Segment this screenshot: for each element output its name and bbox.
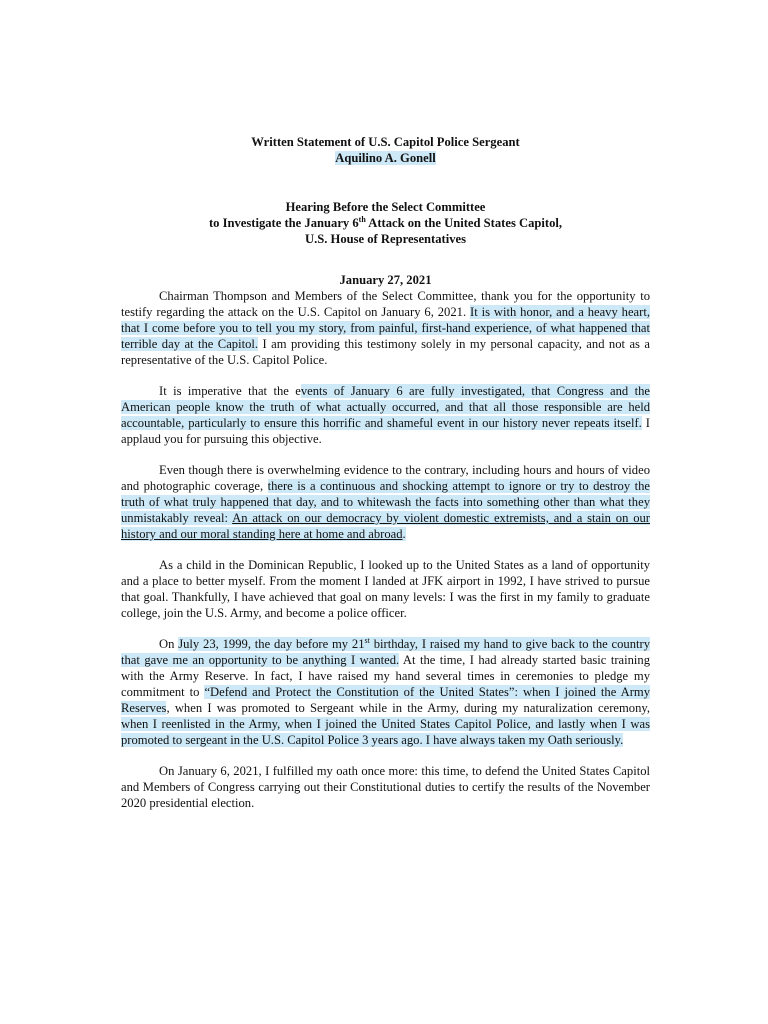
hearing-heading	[121, 199, 650, 247]
paragraph-3	[121, 462, 650, 542]
p1-text-a: Chairman Thompson and Members of the Select Committee, thank you for the opportunity to testify regarding the attack on the U.S. Capitol on January 6, 2021.	[121, 289, 650, 319]
hearing-line-3: U.S. House of Representatives	[304, 232, 467, 246]
p1-text-c: I am providing this testimony solely in my personal capacity, and not as a representative of the U.S. Capitol Police.	[121, 337, 650, 367]
statement-date: January 27, 2021	[339, 273, 432, 287]
p2-highlight-2: , and that all those responsible are held accountable, particularly to ensure this horrific and shameful event in our history never repeats itself.	[121, 400, 650, 430]
p5-hl1-pre: July 23, 1999, the day before my 21	[178, 637, 365, 651]
p2-highlight-1: vents of January 6 are fully investigated, that Congress and the American people know the truth of what actually occurred	[121, 384, 650, 414]
hearing-line-2-pre: to Investigate the January 6	[208, 216, 359, 230]
title-line-1: Written Statement of U.S. Capitol Police Sergeant	[251, 135, 520, 149]
paragraph-2	[121, 383, 650, 447]
p5-hl1-post: birthday, I raised my hand to give back to the country that gave me an opportunity to be anything I wanted.	[121, 637, 651, 667]
p5-text-a: On	[159, 637, 179, 651]
p3-underlined-highlight: An attack on our democracy by violent domestic extremists, and a stain on our history and our moral standing here at home and abroad	[121, 511, 650, 541]
p5-highlight-3: when I reenlisted in the Army, when I joined the United States Capitol Police, and lastly when I was promoted to sergeant in the U.S. Capitol Police 3 years ago. I have always taken my Oath seriously.	[121, 717, 650, 747]
p2-text-a: It is imperative that the e	[159, 384, 301, 398]
p5-highlight-2: “Defend and Protect the Constitution of the United States”: when I joined the Army Reserves	[121, 685, 650, 715]
hearing-line-2	[121, 215, 650, 231]
p2-text-d: I applaud you for pursuing this objective.	[121, 416, 651, 446]
p3-text-a: Even though there is overwhelming evidence to the contrary, including hours and hours of video and photographic coverage,	[121, 463, 650, 493]
hearing-line-2-post: Attack on the United States Capitol,	[365, 216, 563, 230]
p1-highlight: It is with honor, and a heavy heart, that I come before you to tell you my story, from painful, first-hand experience, of what happened that terrible day at the Capitol.	[121, 305, 650, 351]
paragraph-4	[121, 557, 650, 621]
paragraph-5	[121, 636, 650, 748]
p5-text-c: At the time, I had already started basic training with the Army Reserve. In fact, I have raised my hand several times in ceremonies to pledge my commitment to	[121, 653, 651, 699]
p5-text-e: , when I was promoted to Sergeant while in the Army, during my naturalization ceremony,	[166, 701, 650, 715]
hearing-line-2-sup: th	[358, 214, 366, 224]
paragraph-1	[121, 288, 650, 368]
p3-text-d: .	[402, 527, 406, 541]
p3-highlight: there is a continuous and shocking attempt to ignore or try to destroy the truth of what truly happened that day, and to whitewash the facts into something other than what they unmistakably reveal:	[121, 479, 650, 525]
p5-hl1-sup: st	[364, 635, 370, 645]
statement-title	[121, 134, 650, 166]
witness-name: Aquilino A. Gonell	[335, 151, 436, 165]
title-line-2	[121, 150, 650, 166]
hearing-line-1: Hearing Before the Select Committee	[285, 200, 486, 214]
paragraph-6	[121, 763, 650, 811]
p6-text: On January 6, 2021, I fulfilled my oath once more: this time, to defend the United States Capitol and Members of Congress carrying out their Constitutional duties to certify the results of the November 2020 presidential election.	[121, 764, 650, 810]
p4-text: As a child in the Dominican Republic, I looked up to the United States as a land of opportunity and a place to better myself. From the moment I landed at JFK airport in 1992, I have strived to pursue that goal. Thankfully, I have achieved that goal on many levels: I was the first in my family to graduate college, join the U.S. Army, and become a police officer.	[121, 558, 650, 620]
